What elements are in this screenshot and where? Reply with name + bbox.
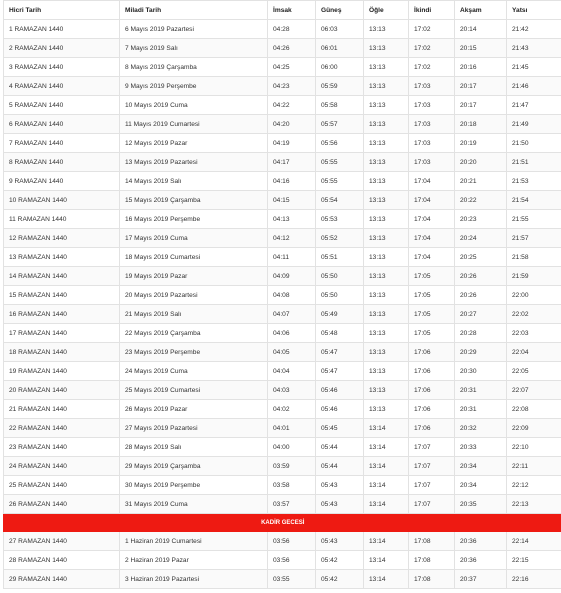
cell-gunes: 05:45: [316, 419, 364, 438]
cell-miladi-tarih: 19 Mayıs 2019 Pazar: [120, 267, 268, 286]
cell-ogle: 13:13: [364, 229, 409, 248]
table-row: [4, 96, 561, 115]
table-row: [4, 134, 561, 153]
cell-gunes: 05:43: [316, 532, 364, 551]
cell-hicri-tarih: 3 RAMAZAN 1440: [4, 58, 120, 77]
cell-miladi-tarih: 21 Mayıs 2019 Salı: [120, 305, 268, 324]
cell-imsak: 04:01: [268, 419, 316, 438]
header-aksam: Akşam: [455, 1, 507, 20]
cell-imsak: 03:57: [268, 495, 316, 514]
table-row: [4, 20, 561, 39]
cell-imsak: 04:07: [268, 305, 316, 324]
table-row: [4, 229, 561, 248]
cell-imsak: 03:58: [268, 476, 316, 495]
cell-miladi-tarih: 11 Mayıs 2019 Cumartesi: [120, 115, 268, 134]
cell-ikindi: 17:04: [409, 210, 455, 229]
cell-hicri-tarih: 24 RAMAZAN 1440: [4, 457, 120, 476]
cell-hicri-tarih: 17 RAMAZAN 1440: [4, 324, 120, 343]
cell-ogle: 13:13: [364, 134, 409, 153]
cell-gunes: 05:55: [316, 172, 364, 191]
cell-aksam: 20:36: [455, 551, 507, 570]
cell-miladi-tarih: 18 Mayıs 2019 Cumartesi: [120, 248, 268, 267]
cell-miladi-tarih: 3 Haziran 2019 Pazartesi: [120, 570, 268, 589]
cell-gunes: 05:50: [316, 286, 364, 305]
cell-ogle: 13:14: [364, 476, 409, 495]
cell-gunes: 05:48: [316, 324, 364, 343]
cell-hicri-tarih: 29 RAMAZAN 1440: [4, 570, 120, 589]
cell-ikindi: 17:04: [409, 191, 455, 210]
cell-hicri-tarih: 21 RAMAZAN 1440: [4, 400, 120, 419]
cell-ogle: 13:13: [364, 362, 409, 381]
cell-imsak: 04:26: [268, 39, 316, 58]
cell-hicri-tarih: 25 RAMAZAN 1440: [4, 476, 120, 495]
table-row: [4, 286, 561, 305]
cell-aksam: 20:33: [455, 438, 507, 457]
cell-ogle: 13:13: [364, 58, 409, 77]
cell-ikindi: 17:05: [409, 286, 455, 305]
cell-hicri-tarih: 27 RAMAZAN 1440: [4, 532, 120, 551]
cell-imsak: 04:23: [268, 77, 316, 96]
table-row: [4, 305, 561, 324]
cell-aksam: 20:14: [455, 20, 507, 39]
cell-imsak: 03:55: [268, 570, 316, 589]
table-row: [4, 570, 561, 589]
cell-gunes: 05:57: [316, 115, 364, 134]
cell-ikindi: 17:05: [409, 305, 455, 324]
cell-ikindi: 17:02: [409, 58, 455, 77]
cell-yatsi: 22:09: [507, 419, 561, 438]
cell-ogle: 13:13: [364, 400, 409, 419]
cell-ogle: 13:13: [364, 286, 409, 305]
cell-ogle: 13:14: [364, 419, 409, 438]
header-gunes: Güneş: [316, 1, 364, 20]
prayer-times-table: [3, 0, 561, 589]
cell-miladi-tarih: 8 Mayıs 2019 Çarşamba: [120, 58, 268, 77]
cell-aksam: 20:22: [455, 191, 507, 210]
cell-gunes: 06:00: [316, 58, 364, 77]
header-row: [4, 1, 561, 20]
table-row: [4, 115, 561, 134]
cell-miladi-tarih: 2 Haziran 2019 Pazar: [120, 551, 268, 570]
cell-gunes: 06:03: [316, 20, 364, 39]
cell-ikindi: 17:08: [409, 532, 455, 551]
cell-hicri-tarih: 12 RAMAZAN 1440: [4, 229, 120, 248]
cell-yatsi: 21:43: [507, 39, 561, 58]
cell-gunes: 05:43: [316, 495, 364, 514]
cell-imsak: 04:09: [268, 267, 316, 286]
cell-imsak: 04:00: [268, 438, 316, 457]
cell-yatsi: 21:49: [507, 115, 561, 134]
cell-yatsi: 21:53: [507, 172, 561, 191]
header-hicri-tarih: Hicri Tarih: [4, 1, 120, 20]
table-row: [4, 153, 561, 172]
cell-gunes: 05:52: [316, 229, 364, 248]
table-row: [4, 58, 561, 77]
cell-imsak: 04:11: [268, 248, 316, 267]
cell-miladi-tarih: 28 Mayıs 2019 Salı: [120, 438, 268, 457]
cell-aksam: 20:34: [455, 476, 507, 495]
cell-imsak: 04:05: [268, 343, 316, 362]
table-row: [4, 324, 561, 343]
cell-hicri-tarih: 10 RAMAZAN 1440: [4, 191, 120, 210]
cell-ogle: 13:13: [364, 305, 409, 324]
cell-hicri-tarih: 19 RAMAZAN 1440: [4, 362, 120, 381]
cell-yatsi: 21:46: [507, 77, 561, 96]
cell-aksam: 20:23: [455, 210, 507, 229]
table-row: [4, 532, 561, 551]
cell-aksam: 20:25: [455, 248, 507, 267]
cell-yatsi: 22:04: [507, 343, 561, 362]
cell-imsak: 04:19: [268, 134, 316, 153]
cell-yatsi: 22:15: [507, 551, 561, 570]
cell-miladi-tarih: 22 Mayıs 2019 Çarşamba: [120, 324, 268, 343]
cell-yatsi: 21:47: [507, 96, 561, 115]
cell-ogle: 13:13: [364, 96, 409, 115]
cell-ogle: 13:13: [364, 191, 409, 210]
header-ikindi: İkindi: [409, 1, 455, 20]
cell-ikindi: 17:02: [409, 39, 455, 58]
cell-ikindi: 17:07: [409, 457, 455, 476]
cell-aksam: 20:30: [455, 362, 507, 381]
cell-miladi-tarih: 14 Mayıs 2019 Salı: [120, 172, 268, 191]
cell-ogle: 13:14: [364, 570, 409, 589]
cell-aksam: 20:27: [455, 305, 507, 324]
cell-gunes: 05:59: [316, 77, 364, 96]
cell-imsak: 04:25: [268, 58, 316, 77]
cell-ikindi: 17:03: [409, 77, 455, 96]
cell-ikindi: 17:08: [409, 551, 455, 570]
cell-ogle: 13:14: [364, 532, 409, 551]
cell-hicri-tarih: 28 RAMAZAN 1440: [4, 551, 120, 570]
cell-gunes: 05:54: [316, 191, 364, 210]
cell-gunes: 05:55: [316, 153, 364, 172]
cell-gunes: 05:44: [316, 457, 364, 476]
kadir-gecesi-label: KADİR GECESİ: [4, 514, 561, 532]
cell-ikindi: 17:07: [409, 495, 455, 514]
cell-yatsi: 21:50: [507, 134, 561, 153]
cell-yatsi: 22:13: [507, 495, 561, 514]
table-row: [4, 267, 561, 286]
cell-gunes: 05:46: [316, 381, 364, 400]
cell-aksam: 20:31: [455, 400, 507, 419]
cell-imsak: 04:13: [268, 210, 316, 229]
cell-yatsi: 22:14: [507, 532, 561, 551]
table-row: [4, 248, 561, 267]
cell-aksam: 20:35: [455, 495, 507, 514]
cell-gunes: 05:46: [316, 400, 364, 419]
table-header: [4, 1, 561, 20]
cell-ikindi: 17:05: [409, 324, 455, 343]
cell-ogle: 13:14: [364, 457, 409, 476]
cell-aksam: 20:21: [455, 172, 507, 191]
cell-ikindi: 17:06: [409, 362, 455, 381]
header-yatsi: Yatsı: [507, 1, 561, 20]
header-miladi-tarih: Miladi Tarih: [120, 1, 268, 20]
cell-ogle: 13:13: [364, 115, 409, 134]
cell-yatsi: 22:07: [507, 381, 561, 400]
cell-yatsi: 22:11: [507, 457, 561, 476]
cell-hicri-tarih: 22 RAMAZAN 1440: [4, 419, 120, 438]
cell-yatsi: 22:03: [507, 324, 561, 343]
cell-yatsi: 21:54: [507, 191, 561, 210]
cell-hicri-tarih: 15 RAMAZAN 1440: [4, 286, 120, 305]
cell-gunes: 05:50: [316, 267, 364, 286]
cell-imsak: 04:02: [268, 400, 316, 419]
cell-yatsi: 22:10: [507, 438, 561, 457]
cell-yatsi: 21:42: [507, 20, 561, 39]
table-row: [4, 362, 561, 381]
cell-gunes: 05:42: [316, 570, 364, 589]
cell-hicri-tarih: 7 RAMAZAN 1440: [4, 134, 120, 153]
cell-imsak: 04:03: [268, 381, 316, 400]
cell-gunes: 05:47: [316, 362, 364, 381]
cell-aksam: 20:15: [455, 39, 507, 58]
cell-imsak: 03:56: [268, 532, 316, 551]
cell-hicri-tarih: 11 RAMAZAN 1440: [4, 210, 120, 229]
cell-ogle: 13:14: [364, 438, 409, 457]
cell-miladi-tarih: 9 Mayıs 2019 Perşembe: [120, 77, 268, 96]
cell-imsak: 04:15: [268, 191, 316, 210]
cell-miladi-tarih: 29 Mayıs 2019 Çarşamba: [120, 457, 268, 476]
cell-miladi-tarih: 6 Mayıs 2019 Pazartesi: [120, 20, 268, 39]
table-row: [4, 210, 561, 229]
cell-aksam: 20:34: [455, 457, 507, 476]
cell-gunes: 05:58: [316, 96, 364, 115]
cell-ikindi: 17:06: [409, 400, 455, 419]
header-ogle: Öğle: [364, 1, 409, 20]
cell-imsak: 03:56: [268, 551, 316, 570]
cell-hicri-tarih: 20 RAMAZAN 1440: [4, 381, 120, 400]
cell-miladi-tarih: 17 Mayıs 2019 Cuma: [120, 229, 268, 248]
cell-ogle: 13:13: [364, 20, 409, 39]
header-imsak: İmsak: [268, 1, 316, 20]
cell-gunes: 06:01: [316, 39, 364, 58]
cell-ikindi: 17:04: [409, 172, 455, 191]
cell-gunes: 05:49: [316, 305, 364, 324]
cell-aksam: 20:19: [455, 134, 507, 153]
cell-yatsi: 21:58: [507, 248, 561, 267]
cell-ogle: 13:13: [364, 210, 409, 229]
cell-hicri-tarih: 6 RAMAZAN 1440: [4, 115, 120, 134]
cell-miladi-tarih: 13 Mayıs 2019 Pazartesi: [120, 153, 268, 172]
cell-miladi-tarih: 10 Mayıs 2019 Cuma: [120, 96, 268, 115]
cell-gunes: 05:53: [316, 210, 364, 229]
cell-ikindi: 17:08: [409, 570, 455, 589]
table-row: [4, 495, 561, 514]
cell-aksam: 20:20: [455, 153, 507, 172]
cell-aksam: 20:29: [455, 343, 507, 362]
cell-yatsi: 21:59: [507, 267, 561, 286]
cell-ikindi: 17:02: [409, 20, 455, 39]
cell-ogle: 13:13: [364, 248, 409, 267]
cell-hicri-tarih: 2 RAMAZAN 1440: [4, 39, 120, 58]
cell-miladi-tarih: 24 Mayıs 2019 Cuma: [120, 362, 268, 381]
cell-aksam: 20:37: [455, 570, 507, 589]
cell-yatsi: 21:55: [507, 210, 561, 229]
cell-gunes: 05:47: [316, 343, 364, 362]
cell-ogle: 13:13: [364, 172, 409, 191]
cell-miladi-tarih: 25 Mayıs 2019 Cumartesi: [120, 381, 268, 400]
cell-yatsi: 22:12: [507, 476, 561, 495]
table-row: [4, 77, 561, 96]
kadir-gecesi-row: [4, 514, 561, 532]
cell-aksam: 20:32: [455, 419, 507, 438]
cell-aksam: 20:16: [455, 58, 507, 77]
cell-hicri-tarih: 4 RAMAZAN 1440: [4, 77, 120, 96]
cell-hicri-tarih: 13 RAMAZAN 1440: [4, 248, 120, 267]
cell-hicri-tarih: 26 RAMAZAN 1440: [4, 495, 120, 514]
cell-hicri-tarih: 14 RAMAZAN 1440: [4, 267, 120, 286]
cell-yatsi: 22:16: [507, 570, 561, 589]
cell-ogle: 13:13: [364, 324, 409, 343]
cell-aksam: 20:26: [455, 286, 507, 305]
cell-imsak: 04:16: [268, 172, 316, 191]
table-row: [4, 191, 561, 210]
table-row: [4, 457, 561, 476]
table-row: [4, 400, 561, 419]
cell-ikindi: 17:06: [409, 343, 455, 362]
table-row: [4, 172, 561, 191]
cell-ogle: 13:14: [364, 495, 409, 514]
cell-imsak: 04:17: [268, 153, 316, 172]
cell-aksam: 20:17: [455, 96, 507, 115]
cell-ogle: 13:13: [364, 267, 409, 286]
cell-ogle: 13:13: [364, 343, 409, 362]
cell-ogle: 13:14: [364, 551, 409, 570]
cell-hicri-tarih: 18 RAMAZAN 1440: [4, 343, 120, 362]
cell-miladi-tarih: 26 Mayıs 2019 Pazar: [120, 400, 268, 419]
cell-aksam: 20:18: [455, 115, 507, 134]
cell-imsak: 04:04: [268, 362, 316, 381]
cell-ikindi: 17:03: [409, 134, 455, 153]
cell-miladi-tarih: 7 Mayıs 2019 Salı: [120, 39, 268, 58]
cell-ikindi: 17:06: [409, 381, 455, 400]
cell-ikindi: 17:07: [409, 476, 455, 495]
cell-ikindi: 17:04: [409, 229, 455, 248]
cell-miladi-tarih: 27 Mayıs 2019 Pazartesi: [120, 419, 268, 438]
table-body: [4, 20, 561, 589]
cell-yatsi: 22:05: [507, 362, 561, 381]
cell-ogle: 13:13: [364, 153, 409, 172]
cell-yatsi: 22:08: [507, 400, 561, 419]
table-row: [4, 419, 561, 438]
cell-ikindi: 17:03: [409, 153, 455, 172]
cell-imsak: 04:28: [268, 20, 316, 39]
cell-gunes: 05:56: [316, 134, 364, 153]
cell-yatsi: 21:45: [507, 58, 561, 77]
table-row: [4, 438, 561, 457]
cell-imsak: 03:59: [268, 457, 316, 476]
cell-ogle: 13:13: [364, 77, 409, 96]
cell-ogle: 13:13: [364, 381, 409, 400]
cell-hicri-tarih: 23 RAMAZAN 1440: [4, 438, 120, 457]
cell-imsak: 04:08: [268, 286, 316, 305]
cell-hicri-tarih: 8 RAMAZAN 1440: [4, 153, 120, 172]
table-row: [4, 343, 561, 362]
cell-yatsi: 22:02: [507, 305, 561, 324]
cell-imsak: 04:12: [268, 229, 316, 248]
cell-miladi-tarih: 1 Haziran 2019 Cumartesi: [120, 532, 268, 551]
cell-aksam: 20:26: [455, 267, 507, 286]
cell-ikindi: 17:05: [409, 267, 455, 286]
cell-yatsi: 22:00: [507, 286, 561, 305]
cell-miladi-tarih: 15 Mayıs 2019 Çarşamba: [120, 191, 268, 210]
cell-gunes: 05:43: [316, 476, 364, 495]
cell-ikindi: 17:07: [409, 438, 455, 457]
cell-hicri-tarih: 16 RAMAZAN 1440: [4, 305, 120, 324]
cell-aksam: 20:28: [455, 324, 507, 343]
cell-imsak: 04:06: [268, 324, 316, 343]
cell-ikindi: 17:03: [409, 96, 455, 115]
cell-hicri-tarih: 5 RAMAZAN 1440: [4, 96, 120, 115]
cell-miladi-tarih: 30 Mayıs 2019 Perşembe: [120, 476, 268, 495]
cell-yatsi: 21:57: [507, 229, 561, 248]
cell-gunes: 05:51: [316, 248, 364, 267]
cell-aksam: 20:31: [455, 381, 507, 400]
cell-miladi-tarih: 12 Mayıs 2019 Pazar: [120, 134, 268, 153]
cell-ikindi: 17:04: [409, 248, 455, 267]
cell-gunes: 05:44: [316, 438, 364, 457]
cell-miladi-tarih: 16 Mayıs 2019 Perşembe: [120, 210, 268, 229]
cell-imsak: 04:20: [268, 115, 316, 134]
table-row: [4, 381, 561, 400]
table-row: [4, 551, 561, 570]
table-row: [4, 39, 561, 58]
cell-ogle: 13:13: [364, 39, 409, 58]
cell-miladi-tarih: 20 Mayıs 2019 Pazartesi: [120, 286, 268, 305]
table-row: [4, 476, 561, 495]
cell-aksam: 20:24: [455, 229, 507, 248]
cell-miladi-tarih: 23 Mayıs 2019 Perşembe: [120, 343, 268, 362]
cell-aksam: 20:17: [455, 77, 507, 96]
cell-ikindi: 17:03: [409, 115, 455, 134]
cell-yatsi: 21:51: [507, 153, 561, 172]
cell-ikindi: 17:06: [409, 419, 455, 438]
cell-aksam: 20:36: [455, 532, 507, 551]
cell-hicri-tarih: 1 RAMAZAN 1440: [4, 20, 120, 39]
cell-hicri-tarih: 9 RAMAZAN 1440: [4, 172, 120, 191]
cell-miladi-tarih: 31 Mayıs 2019 Cuma: [120, 495, 268, 514]
cell-imsak: 04:22: [268, 96, 316, 115]
cell-gunes: 05:42: [316, 551, 364, 570]
